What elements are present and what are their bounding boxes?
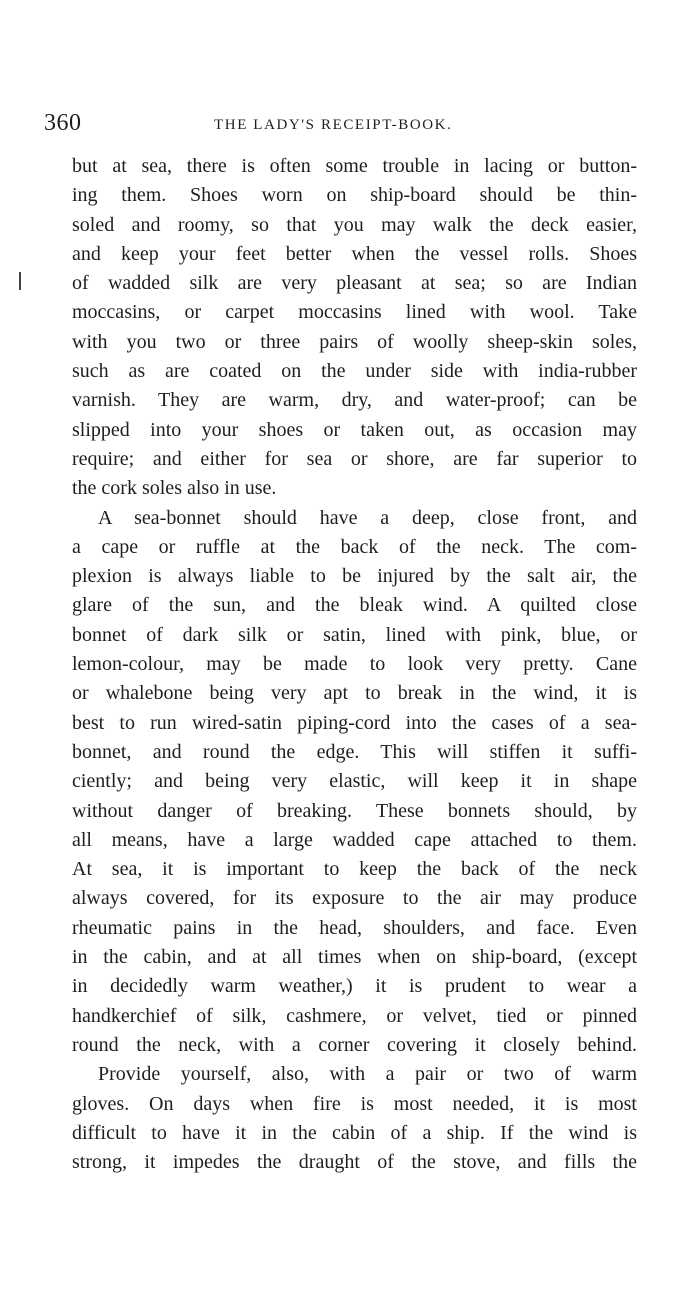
text-line: require; and either for sea or shore, are far superior to — [72, 447, 637, 470]
text-line: difficult to have it in the cabin of a ship. If the wind is — [72, 1121, 637, 1144]
text-line: strong, it impedes the draught of the stove, and fills the — [72, 1151, 637, 1174]
text-line: ing them. Shoes worn on ship-board should be thin- — [72, 184, 637, 207]
text-line: Provide yourself, also, with a pair or two of warm — [98, 1063, 637, 1086]
body-text — [72, 152, 637, 1177]
running-head: THE LADY'S RECEIPT-BOOK. — [214, 117, 453, 133]
page-number: 360 — [44, 110, 82, 136]
text-line: without danger of breaking. These bonnets should, by — [72, 799, 637, 822]
text-line: best to run wired-satin piping-cord into the cases of a sea- — [72, 711, 637, 734]
text-line: and keep your feet better when the vessel rolls. Shoes — [72, 242, 637, 265]
text-line: At sea, it is important to keep the back of the neck — [72, 858, 637, 881]
text-line: with you two or three pairs of woolly sheep-skin soles, — [72, 330, 637, 353]
paragraph-shoes — [72, 152, 637, 504]
paragraph-sea-bonnet — [72, 504, 637, 1061]
text-line: all means, have a large wadded cape attached to them. — [72, 828, 637, 851]
text-line: ciently; and being very elastic, will keep it in shape — [72, 770, 637, 793]
text-line: a cape or ruffle at the back of the neck. The com- — [72, 535, 637, 558]
text-line: slipped into your shoes or taken out, as occasion may — [72, 418, 637, 441]
text-line: round the neck, with a corner covering it closely behind. — [72, 1033, 637, 1056]
text-line: always covered, for its exposure to the air may produce — [72, 887, 637, 910]
text-line: moccasins, or carpet moccasins lined with wool. Take — [72, 301, 637, 324]
text-line: A sea-bonnet should have a deep, close front, and — [98, 506, 637, 529]
text-line: the cork soles also in use. — [72, 477, 277, 500]
text-line: such as are coated on the under side with india-rubber — [72, 360, 637, 383]
text-line: lemon-colour, may be made to look very pretty. Cane — [72, 653, 637, 676]
text-line: soled and roomy, so that you may walk the deck easier, — [72, 213, 637, 236]
text-line: bonnet, and round the edge. This will stiffen it suffi- — [72, 740, 637, 763]
margin-mark — [19, 272, 21, 290]
page-header — [44, 106, 644, 140]
text-line: in the cabin, and at all times when on ship-board, (except — [72, 946, 637, 969]
text-line: handkerchief of silk, cashmere, or velvet, tied or pinned — [72, 1004, 637, 1027]
text-line: gloves. On days when fire is most needed, it is most — [72, 1092, 637, 1115]
text-line: but at sea, there is often some trouble in lacing or button- — [72, 155, 637, 177]
text-line: varnish. They are warm, dry, and water-proof; can be — [72, 389, 637, 412]
text-line: plexion is always liable to be injured by the salt air, the — [72, 565, 637, 588]
text-line: glare of the sun, and the bleak wind. A quilted close — [72, 594, 637, 617]
text-line: bonnet of dark silk or satin, lined with pink, blue, or — [72, 623, 637, 646]
text-line: or whalebone being very apt to break in the wind, it is — [72, 682, 637, 705]
text-line: in decidedly warm weather,) it is prudent to wear a — [72, 975, 637, 998]
text-line: of wadded silk are very pleasant at sea; so are Indian — [72, 272, 637, 295]
paragraph-gloves — [72, 1060, 637, 1177]
text-line: rheumatic pains in the head, shoulders, and face. Even — [72, 916, 637, 939]
